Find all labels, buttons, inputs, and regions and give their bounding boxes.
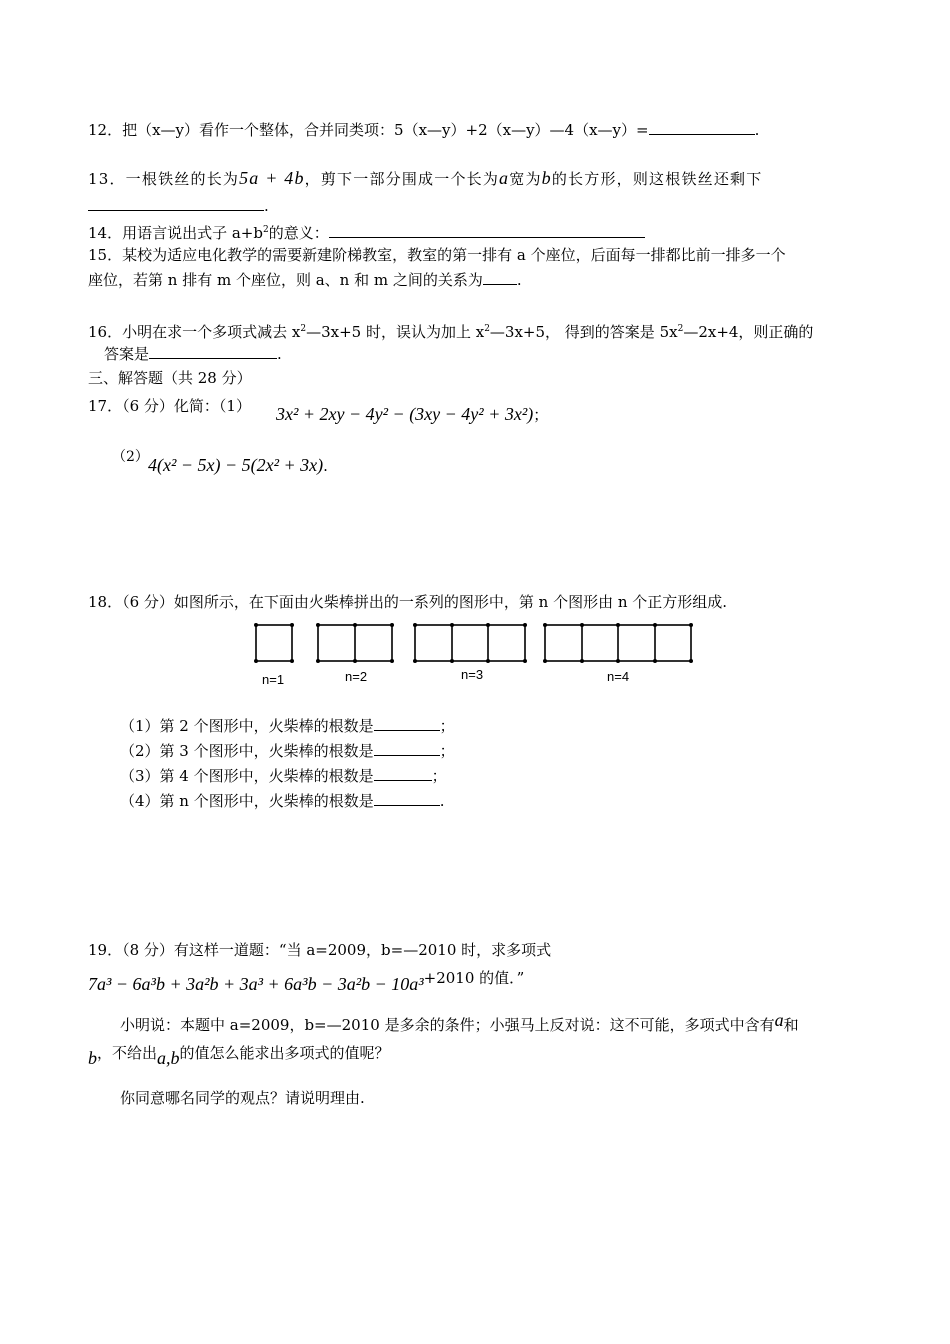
q18-sub-4 xyxy=(120,791,445,811)
figure-n4 xyxy=(545,625,691,661)
q15-line2: 座位，若第 n 排有 m 个座位，则 a、n 和 m 之间的关系为 xyxy=(88,271,483,289)
q13-text-d: 的长方形，则这根铁丝还剩下 xyxy=(551,170,763,188)
q18-sub-2 xyxy=(120,741,455,761)
q18-sub-4-end: . xyxy=(439,792,445,810)
q13-text-a: 13．一根铁丝的长为 xyxy=(88,170,240,188)
q19-tail: +2010 的值．” xyxy=(423,969,525,987)
question-13 xyxy=(88,168,762,189)
q17-expression-1-line xyxy=(276,404,548,425)
section-3-heading: 三、解答题（共 28 分） xyxy=(88,369,252,387)
q19-paragraph-2 xyxy=(120,1010,799,1035)
q16-sup-1: 2 xyxy=(300,324,307,334)
q17-expression-1: 3x² + 2xy − 4y² − (3xy − 4y² + 3x²) xyxy=(276,404,534,424)
q19-p2c: 的值怎么能求出多项式的值呢？ xyxy=(179,1044,390,1062)
q16-text-b: —3x+5 时，误认为加上 x xyxy=(306,323,485,341)
q17-sep2: . xyxy=(323,457,328,475)
q15-end: . xyxy=(516,271,522,289)
q19-expression: 7a³ − 6a³b + 3a²b + 3a³ + 6a³b − 3a²b − 10a³ xyxy=(88,974,424,994)
question-19 xyxy=(88,940,551,960)
q13-answer-blank[interactable] xyxy=(88,196,264,211)
q19-var-a: a xyxy=(774,1010,784,1030)
q13-var-a: a xyxy=(499,168,510,188)
q14-answer-blank[interactable] xyxy=(329,223,645,238)
q17-label2: （2） xyxy=(112,449,149,465)
q19-p3: 你同意哪名同学的观点？请说明理由. xyxy=(120,1089,365,1107)
q16-sup-2: 2 xyxy=(484,324,490,334)
q12-end: . xyxy=(754,121,760,139)
q18-sub-1-end: ； xyxy=(439,717,455,735)
label-n3: n=3 xyxy=(461,667,484,682)
q18-sub-3-text: （3）第 4 个图形中，火柴棒的根数是 xyxy=(120,767,374,785)
q16-sup-3: 2 xyxy=(677,324,684,334)
q13-expression: 5a + 4b xyxy=(239,168,305,188)
q16-answer-blank[interactable] xyxy=(149,344,277,359)
q13-end: . xyxy=(264,197,269,215)
figure-n2 xyxy=(318,625,392,661)
q16-text-d: —2x+4，则正确的 xyxy=(683,323,814,341)
q18-sub-2-blank[interactable] xyxy=(374,741,440,756)
q17-sep1: ； xyxy=(533,406,549,424)
matchstick-figure xyxy=(240,615,700,695)
q13-var-b: b xyxy=(541,168,552,188)
question-15-line1 xyxy=(88,245,786,265)
question-15-line2 xyxy=(88,270,522,290)
q18-sub-4-blank[interactable] xyxy=(374,791,440,806)
q12-text: 12．把（x—y）看作一个整体，合并同类项：5（x—y）+2（x—y）—4（x—y）= xyxy=(88,121,649,139)
q18-sub-1-text: （1）第 2 个图形中，火柴棒的根数是 xyxy=(120,717,374,735)
q17-expression-2-line xyxy=(148,455,328,476)
label-n4: n=4 xyxy=(607,669,630,684)
q17-part2-label xyxy=(112,446,149,467)
q19-p2a: 小明说：本题中 a=2009，b=—2010 是多余的条件；小强马上反对说：这不可能，多项式中含有 xyxy=(120,1016,775,1034)
label-n1: n=1 xyxy=(262,672,285,687)
q14-text: 14．用语言说出式子 a+b xyxy=(88,224,263,242)
question-13-line2 xyxy=(88,196,269,216)
q16-end: . xyxy=(277,345,282,363)
q12-answer-blank[interactable] xyxy=(649,120,755,135)
figure-n3 xyxy=(415,625,525,661)
q14-text2: 的意义： xyxy=(268,224,329,242)
q16-text-a: 16．小明在求一个多项式减去 x xyxy=(88,323,301,341)
question-18 xyxy=(88,592,727,612)
q15-answer-blank[interactable] xyxy=(483,270,517,285)
q18-sub-1-blank[interactable] xyxy=(374,716,440,731)
q18-sub-2-text: （2）第 3 个图形中，火柴棒的根数是 xyxy=(120,742,374,760)
q15-line1: 15．某校为适应电化教学的需要新建阶梯教室，教室的第一排有 a 个座位，后面每一排都比前一排多一个 xyxy=(88,246,786,264)
question-14 xyxy=(88,220,645,243)
q19-vars-ab: a,b xyxy=(157,1048,180,1068)
q19-expression-line xyxy=(88,969,525,995)
q18-sub-1 xyxy=(120,716,455,736)
q18-sub-2-end: ； xyxy=(439,742,455,760)
q18-sub-4-text: （4）第 n 个图形中，火柴棒的根数是 xyxy=(120,792,374,810)
q19-paragraph-3 xyxy=(120,1088,365,1108)
q18-sub-3-blank[interactable] xyxy=(374,766,432,781)
q13-text-b: ，剪下一部分围成一个长为 xyxy=(304,170,500,188)
question-17 xyxy=(88,396,251,416)
q19-p2b: ，不给出 xyxy=(97,1044,158,1062)
q17-label: 17．（6 分）化简：（1） xyxy=(88,397,251,415)
q19-and: 和 xyxy=(783,1016,799,1034)
q18-text: 18．（6 分）如图所示，在下面由火柴棒拼出的一系列的图形中，第 n 个图形由 n 个正方形组成. xyxy=(88,593,728,611)
question-12 xyxy=(88,120,759,140)
q16-line2: 答案是 xyxy=(104,345,150,363)
q19-paragraph-2-line2 xyxy=(88,1042,390,1068)
q14-sup: 2 xyxy=(262,225,269,235)
q18-sub-3 xyxy=(120,766,447,786)
question-16 xyxy=(88,319,813,342)
q19-var-b: b xyxy=(88,1048,97,1068)
q16-text-c: —3x+5， 得到的答案是 5x xyxy=(489,323,678,341)
q17-expression-2: 4(x² − 5x) − 5(2x² + 3x) xyxy=(148,455,324,475)
q18-sub-3-end: ； xyxy=(431,767,447,785)
label-n2: n=2 xyxy=(345,669,368,684)
question-16-line2 xyxy=(104,344,282,364)
q19-line1: 19．（8 分）有这样一道题：“当 a=2009，b=—2010 时，求多项式 xyxy=(88,941,552,959)
figure-n1 xyxy=(256,625,292,661)
q13-text-c: 宽为 xyxy=(509,170,542,188)
